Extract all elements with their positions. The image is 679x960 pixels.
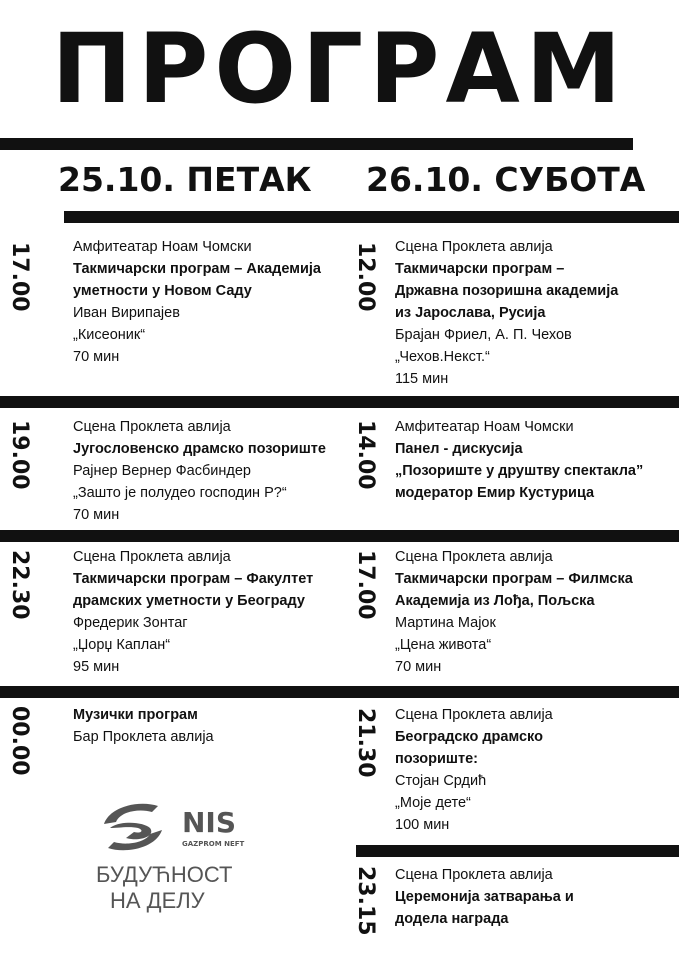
divider-right-3: [400, 686, 679, 698]
event-venue: Амфитеатар Ноам Чомски: [73, 239, 252, 255]
event-author: Стојан Срдић: [395, 773, 487, 789]
event-item: [395, 236, 618, 390]
event-time: 12.00: [353, 242, 378, 312]
event-venue: Сцена Проклета авлија: [395, 707, 553, 723]
event-title: драмских уметности у Београду: [73, 593, 305, 609]
event-title: позориште:: [395, 751, 478, 767]
event-title: Такмичарски програм – Факултет: [73, 571, 314, 587]
event-title: Музички програм: [73, 707, 198, 723]
event-duration: 95 мин: [73, 659, 120, 675]
event-time: 23.15: [353, 866, 378, 936]
slogan: [96, 862, 232, 914]
event-time: 22.30: [7, 550, 32, 620]
event-title: Београдско драмско: [395, 729, 543, 745]
nis-brand-text: NIS: [182, 806, 237, 839]
event-venue: Сцена Проклета авлија: [395, 867, 553, 883]
event-play: „Цена живота“: [395, 637, 492, 653]
event-time: 21.30: [353, 708, 378, 778]
slogan-line-1: БУДУЋНОСТ: [96, 862, 233, 887]
event-venue: Сцена Проклета авлија: [395, 549, 553, 565]
divider-left-1: [0, 396, 340, 408]
event-title: „Позориште у друштву спектакла”: [395, 463, 644, 479]
event-item: [395, 416, 643, 504]
event-venue: Амфитеатар Ноам Чомски: [395, 419, 574, 435]
event-venue: Сцена Проклета авлија: [73, 419, 231, 435]
event-title: Државна позоришна академија: [395, 283, 619, 299]
event-venue: Сцена Проклета авлија: [395, 239, 553, 255]
event-time: 19.00: [7, 420, 32, 490]
event-play: „Џорџ Каплан“: [73, 637, 171, 653]
event-venue: Сцена Проклета авлија: [73, 549, 231, 565]
event-author: Брајан Фриел, А. П. Чехов: [395, 327, 572, 343]
nis-emblem-icon: [100, 798, 250, 856]
nis-logo: [100, 798, 250, 861]
event-play: „Кисеоник“: [73, 327, 146, 343]
event-duration: 70 мин: [73, 507, 120, 523]
event-title: Академија из Лођа, Пољска: [395, 593, 595, 609]
event-item: [395, 704, 553, 836]
day2-heading: 26.10. СУБОТА: [366, 160, 646, 199]
event-duration: 70 мин: [395, 659, 442, 675]
event-duration: 100 мин: [395, 817, 450, 833]
slogan-line-2: НА ДЕЛУ: [110, 888, 205, 913]
event-title: додела награда: [395, 911, 509, 927]
event-title: из Јарослава, Русија: [395, 305, 546, 321]
divider-left-3: [0, 686, 450, 698]
event-title: Такмичарски програм –: [395, 261, 565, 277]
event-title: Југословенско драмско позориште: [73, 441, 326, 457]
event-item: [73, 236, 321, 368]
event-time: 17.00: [353, 550, 378, 620]
event-item: [73, 546, 313, 678]
divider-days: [64, 211, 679, 223]
event-title: Церемонија затварања и: [395, 889, 574, 905]
event-time: 17.00: [7, 242, 32, 312]
event-item: [395, 546, 633, 678]
event-title: Такмичарски програм – Филмска: [395, 571, 633, 587]
event-play: „Моје дете“: [395, 795, 471, 811]
event-duration: 70 мин: [73, 349, 120, 365]
event-play: „Зашто је полудео господин Р?“: [73, 485, 287, 501]
event-duration: 115 мин: [395, 371, 449, 387]
event-author: Иван Вирипајев: [73, 305, 180, 321]
event-time: 00.00: [7, 706, 32, 776]
event-time: 14.00: [353, 420, 378, 490]
event-item: [395, 864, 574, 930]
event-author: Мартина Мајок: [395, 615, 496, 631]
event-author: Рајнер Вернер Фасбиндер: [73, 463, 251, 479]
event-item: [73, 416, 326, 526]
event-author: Фредерик Зонтаг: [73, 615, 188, 631]
event-item: [73, 704, 214, 748]
day1-heading: 25.10. ПЕТАК: [58, 160, 312, 199]
divider-right-4: [356, 845, 679, 857]
divider-right-1: [290, 396, 679, 408]
event-title: модератор Емир Кустурица: [395, 485, 595, 501]
event-title: уметности у Новом Саду: [73, 283, 252, 299]
event-venue: Бар Проклета авлија: [73, 729, 214, 745]
page-title: ПРОГРАМ: [51, 13, 628, 125]
event-play: „Чехов.Некст.“: [395, 349, 490, 365]
nis-sub-text: GAZPROM NEFT: [182, 840, 245, 848]
event-title: Панел - дискусија: [395, 441, 523, 457]
event-title: Такмичарски програм – Академија: [73, 261, 321, 277]
divider-title: [0, 138, 633, 150]
divider-right-2: [268, 530, 679, 542]
